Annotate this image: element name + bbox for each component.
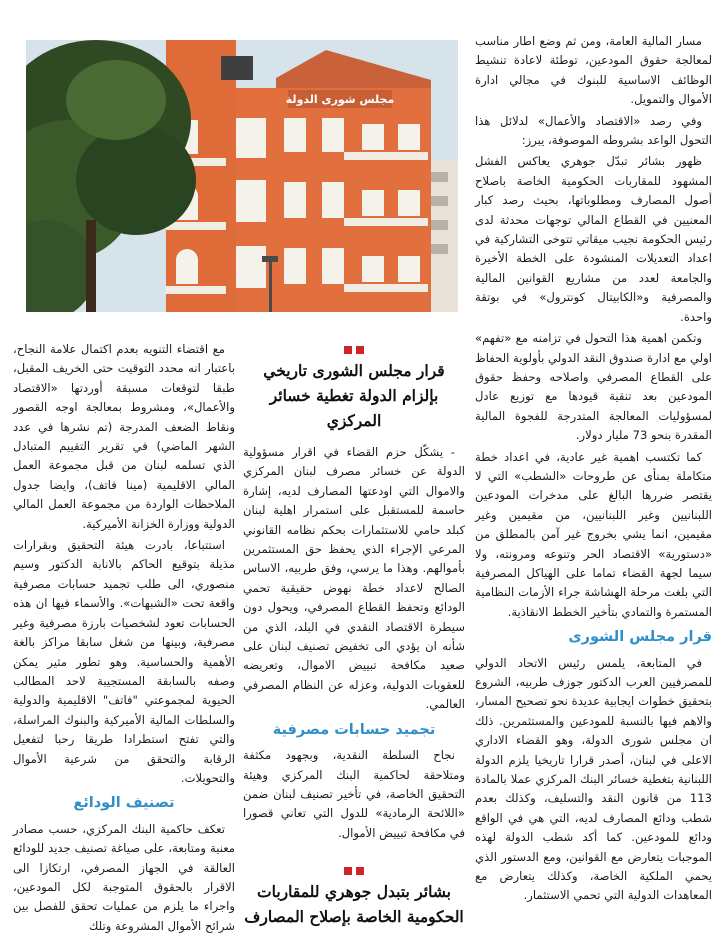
- column-middle: [243, 340, 465, 939]
- subheading: تجميد حسابات مصرفية: [272, 721, 436, 738]
- headline: قرار مجلس الشورى تاريخي بإلزام الدولة تغطية خسائر المركزي: [263, 361, 445, 430]
- paragraph: وتكمن اهمية هذا التحول في تزامنه مع «تفهم» اولي مع ادارة صندوق النقد الدولي بأولوية الحفاظ على القطاع المصرفي واصلاحه وحفظ حقوق المودعين بعد تنقية قيودها مع توزيع عادل لمسؤوليات المعالجة المتدرجة للفجوة المالية المقدرة بنحو 73 مليار دولار.: [474, 331, 712, 443]
- paragraph: في المتابعة، يلمس رئيس الاتحاد الدولي للمصرفيين العرب الدكتور جوزف طربيه، الشروع بتحقيق خطوات ايجابية عديدة نحو تصحيح المسار، والاهم فيها بالنسبة للمودعين والمستثمرين. ذلك ان مجلس شورى الدولة، وهو القضاء الاداري الاعلى في لبنان، أصدر قرارا تاريخيا يلزم الدولة اللبنانية بتغطية خسائر البنك المركزي عملا بالمادة 113 من قانون النقد والتسليف، وكذلك بعدم شطب ودائع المصارف لديه، التي هي في الواقع ودائع للمودعين. كما أكد شطب الدولة لهذه الموجبات يتعارض مع القوانين، ومع الدستور الذي يحمي الملكية الخاصة، وكذلك يتعارض مع المعاهدات الدولية التي تحمي الاستثمار.: [475, 655, 712, 903]
- paragraph: كما تكتسب اهمية غير عادية، في اعداد خطة متكاملة بمنأى عن طروحات «الشطب» التي لا يقتصر ضررها البالغ على مدخرات المودعين اللبنانيين وغير اللبنانيين، من مقيمين وغير مقيمين، انما يشي بخروج غير آمن بالمطلق من «دستورية» الاقتصاد الحر وتنوعه ومرونته، ولا سيما لجهة القضاء تماما على الهياكل المصرفية التي بلغت مرحلة الهشاشة جراء الأزمات النظامية المستمرة والتمادي بتأخير الخطط الانقاذية.: [475, 449, 712, 619]
- paragraph: استتباعا، بادرت هيئة التحقيق وبقرارات مذيلة بتوقيع الحاكم بالانابة الدكتور وسيم منصوري، الى طلب تجميد حسابات مصرفية واقعة تحت «الشبهات». والأسماء فيها ان هذه الحسابات تعود لشخصيات بارزة مصرفية وغير مصرفية، وبينها من شغل سابقا مراكز بالغة الأهمية والحساسية. وهو تطور مثير يمكن وصفه بالسابقة المستجيبة لاحد المطالب الحيوية لمجموعتي "فاتف" الاقليمية والدولية والسلطات المالية الأميركية والبنوك المراسلة، والتي تفتح استطرادا طريقا رحبا لتفعيل الرقابة والتحقق من شرعية الأموال والتحويلات.: [13, 538, 235, 785]
- paragraph: تعكف حاكمية البنك المركزي، حسب مصادر معنية ومتابعة، على صياغة تصنيف جديد للودائع العالقة في الجهاز المصرفي، ارتكازا الى الاقرار بالحقوق المتوجبة لكل المودعين، واجراء ما يلزم من عمليات تحقق للفصل بين شرائح الأموال المشروعة وتلك: [13, 821, 235, 933]
- paragraph: مع اقتضاء التنويه بعدم اكتمال علامة النجاح، باعتبار انه محدد التوقيت حتى الخريف المقبل، طبقا لتوقعات مسبقة أوردتها «الاقتصاد والأعمال»، ومشروط بمعالجة اوجه القصور ونقاط الضعف المدرجة (تم نشرها في عدد الشهر الماضي) في تقرير التقييم المتبادل الذي تسلمه لبنان من قبل مجموعة العمل المالي الاقليمية (مينا فاتف)، وايضا جدول الملاحظات الواردة من مجموعة العمل المالي الدولية ووزارة الخزانة الأميركية.: [13, 342, 235, 531]
- paragraph: وفي رصد «الاقتصاد والأعمال» لدلائل هذا التحول الواعد بشروطه الموصوفة، يبرز:: [475, 113, 712, 148]
- decorative-squares: [243, 346, 465, 354]
- paragraph: - يشكّل حزم القضاء في اقرار مسؤولية الدولة عن خسائر مصرف لبنان المركزي والاموال التي اودعتها المصارف لديه، إشارة حاسمة للمستقبل على استمرار اهلية لبنان كبلد حامي للاستثمارات بحكم نظامه القانوني المرعي الإجراء الذي يحفظ حق المستثمرين بأموالهم. وهذا ما يرسي، وفق طربيه، الاساس الصالح لاعداد خطة نهوض حقيقية تحمي الودائع وتحفظ القطاع المصرفي، ويحول دون سيطرة الاقتصاد النقدي في البلد، الذي من شأنه ان يؤدي الى تخفيض تصنيف لبنان على صعيد مكافحة تبييض الاموال، وتعريضه للعقوبات الدولية، وعزله عن النظام المصرفي العالمي.: [243, 445, 465, 712]
- paragraph: مسار المالية العامة، ومن ثم وضع اطار مناسب لمعالجة حقوق المودعين، توطئة لاعادة تنشيط الوظائف الاساسية للبنوك في مجالي ادارة الأموال والتمويل.: [475, 34, 712, 107]
- paragraph: ظهور بشائر تبدّل جوهري يعاكس الفشل المشهود للمقاربات الحكومية الخاصة باصلاح أصول المصارف ومطلوباتها، بحيث رصد كبار المعنيين في القطاع المالي توجهات محدثة لدى رئيس الحكومة نجيب ميقاتي تتوخى التشاركية في اعداد التعديلات المنشودة على الخطة الأخيرة والجامعة لعدد من مشاريع القوانين المالية والمصرفية و«الكابيتال كونترول» في بوتقة واحدة.: [475, 154, 712, 324]
- column-left: [13, 340, 235, 938]
- subheading: قرار مجلس الشورى: [568, 629, 712, 646]
- building-photo: [26, 40, 458, 312]
- paragraph: نجاح السلطة النقدية، وبجهود مكثفة ومتلاحقة لحاكمية البنك المركزي وهيئة التحقيق الخاصة، في تأخير تصنيف لبنان ضمن «اللائحة الرمادية» للدول التي تعاني قصورا في مكافحة تبييض الأموال.: [243, 748, 465, 840]
- building-sign-text: مجلس شورى الدولة: [285, 93, 395, 106]
- column-right: [475, 32, 712, 908]
- decorative-squares: [243, 867, 465, 875]
- subheading: تصنيف الودائع: [73, 795, 175, 812]
- headline: بشائر بتبدل جوهري للمقاربات الحكومية الخاصة بإصلاح المصارف: [244, 882, 464, 927]
